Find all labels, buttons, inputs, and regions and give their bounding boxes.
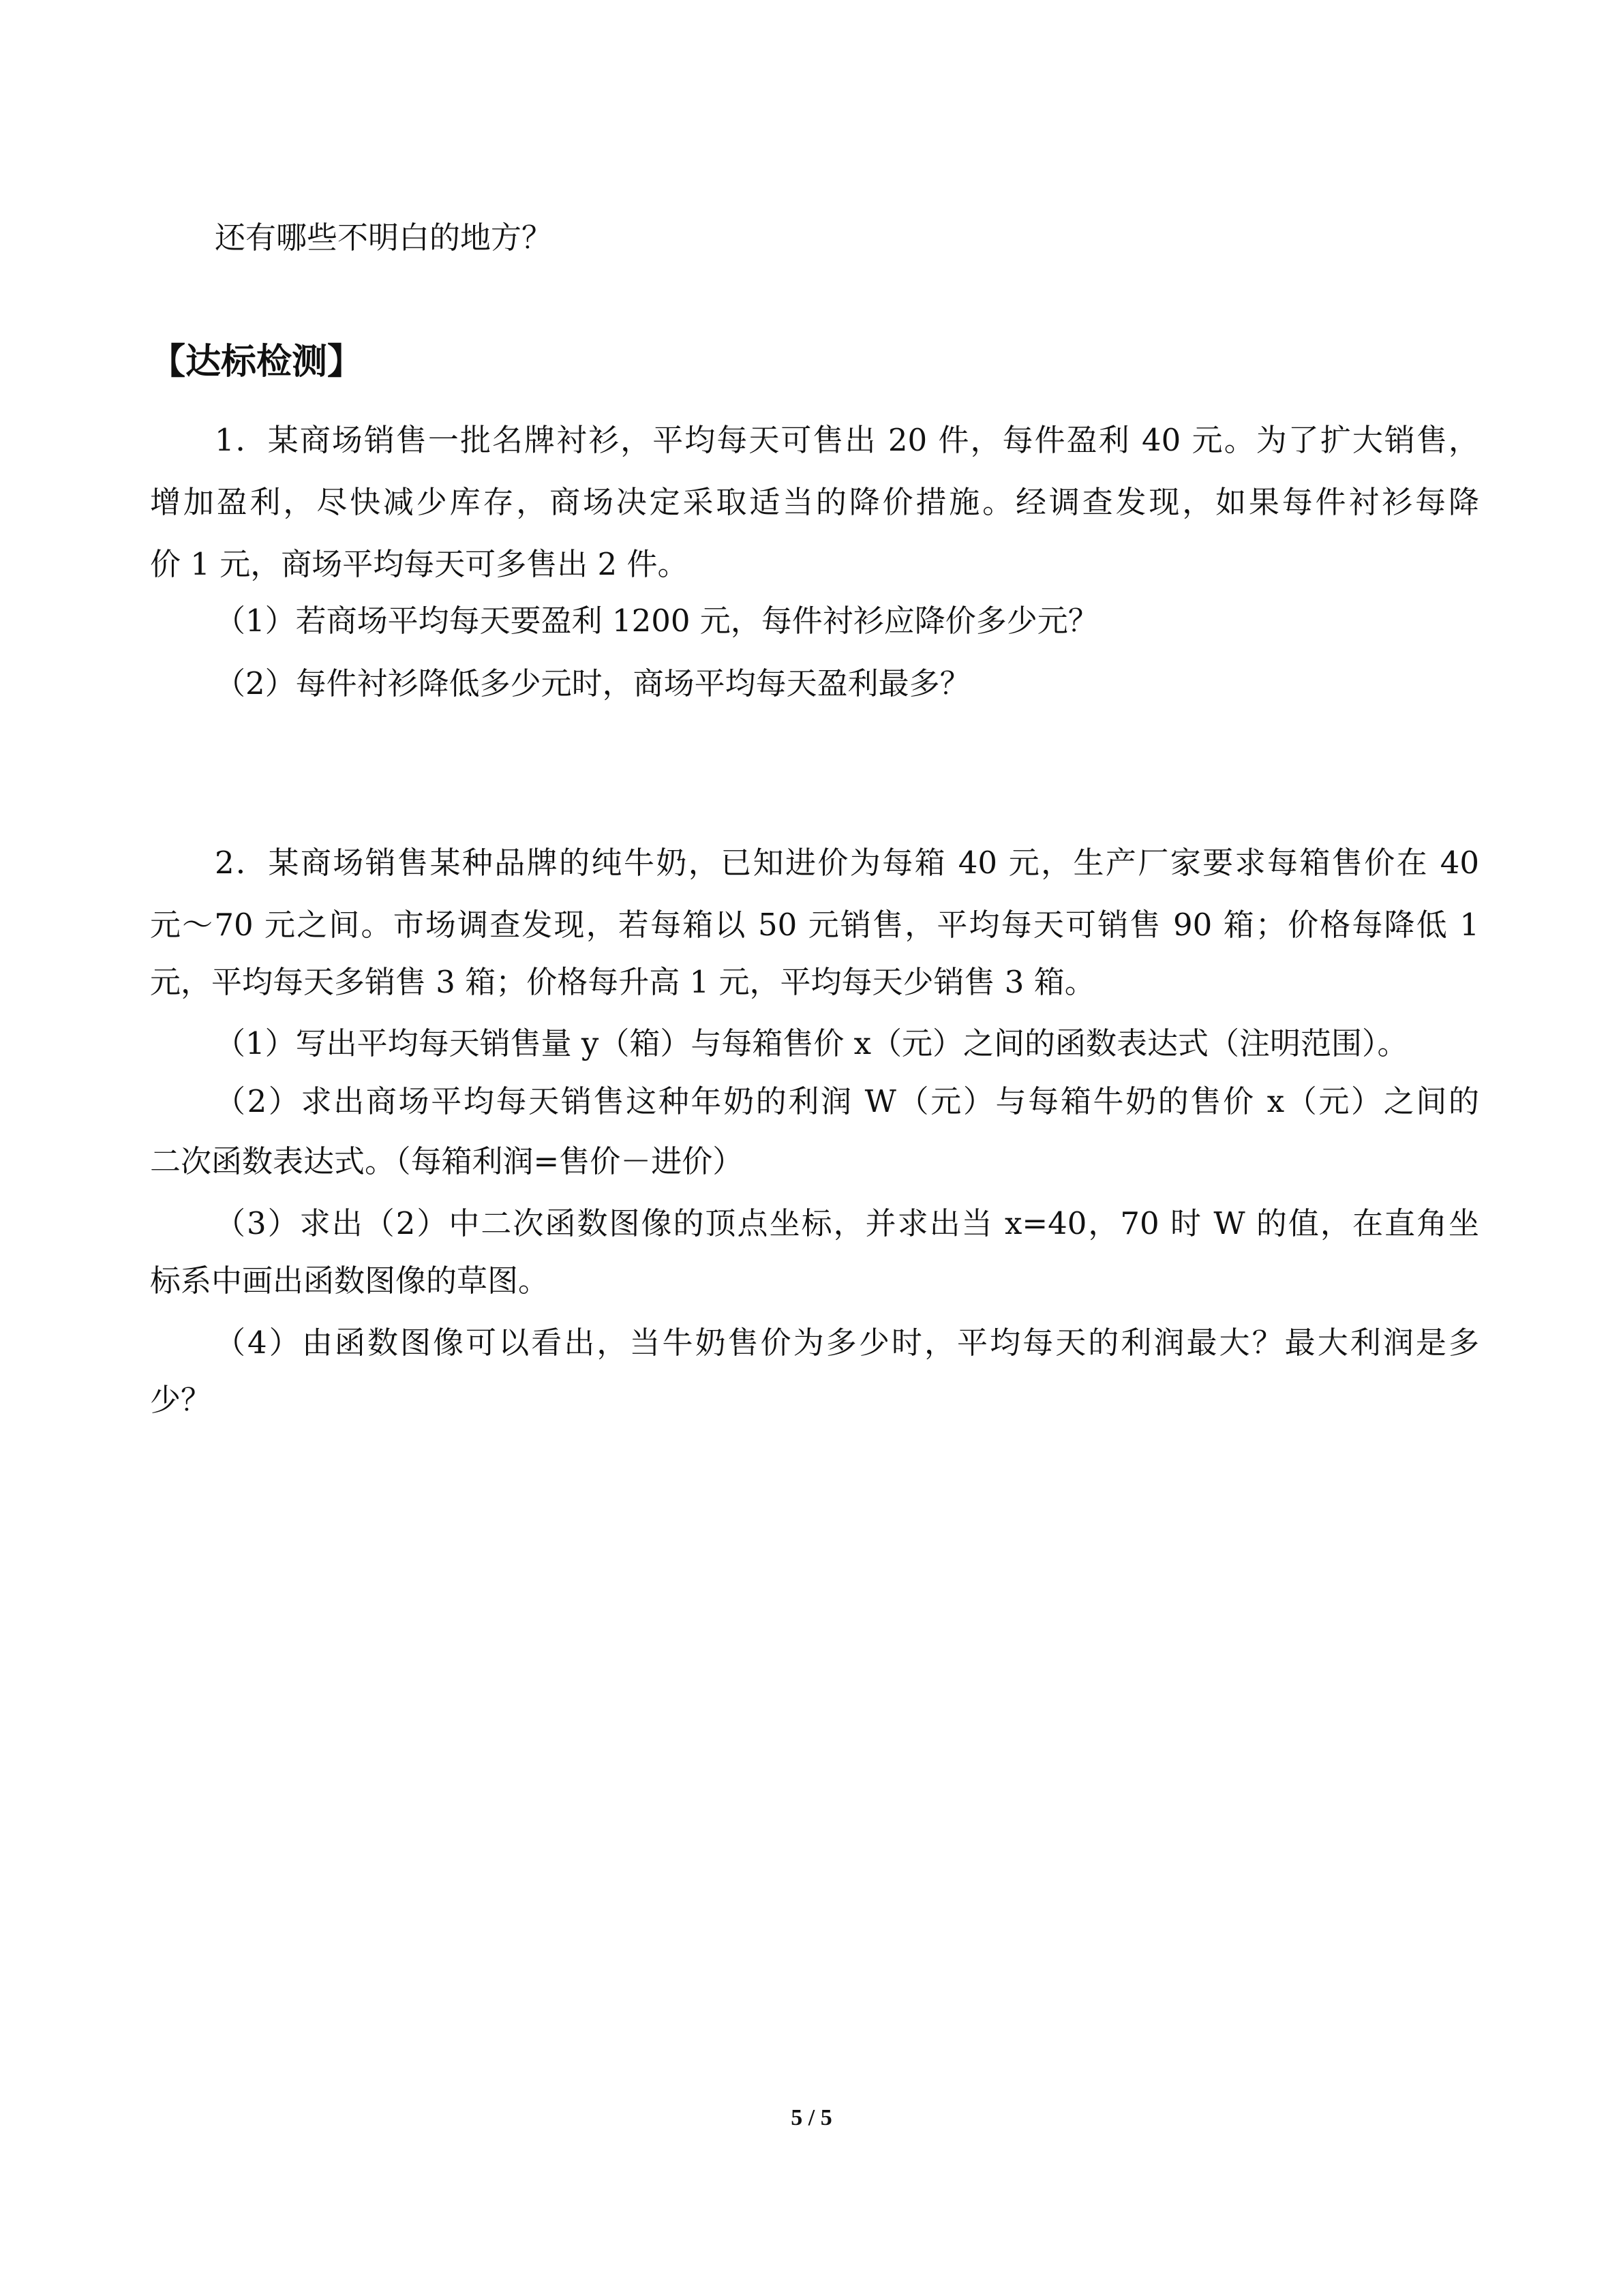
problem2-line2: 元～70 元之间。市场调查发现，若每箱以 50 元销售，平均每天可销售 90 箱；价格每降低 1 <box>150 907 1479 943</box>
section-heading: 【达标检测】 <box>150 342 363 382</box>
problem1-line2: 增加盈利，尽快减少库存，商场决定采取适当的降价措施。经调查发现，如果每件衬衫每降 <box>150 484 1479 520</box>
problem2-sub4-line1: （4）由函数图像可以看出，当牛奶售价为多少时，平均每天的利润最大？最大利润是多 <box>215 1325 1479 1361</box>
problem2-sub3-line1: （3）求出（2）中二次函数图像的顶点坐标，并求出当 x=40，70 时 W 的值，在直角坐 <box>215 1205 1479 1241</box>
problem1-sub1: （1）若商场平均每天要盈利 1200 元，每件衬衫应降价多少元？ <box>215 603 1099 639</box>
followup-question: 还有哪些不明白的地方？ <box>215 220 553 256</box>
problem2-sub1: （1）写出平均每天销售量 y（箱）与每箱售价 x（元）之间的函数表达式（注明范围）。 <box>215 1025 1408 1061</box>
page-number: 5 / 5 <box>791 2105 832 2130</box>
problem2-line1: 2．某商场销售某种品牌的纯牛奶，已知进价为每箱 40 元，生产厂家要求每箱售价在 40 <box>215 845 1479 881</box>
problem2-line3: 元，平均每天多销售 3 箱；价格每升高 1 元，平均每天少销售 3 箱。 <box>150 964 1095 1000</box>
problem2-sub2-line2: 二次函数表达式。（每箱利润=售价－进价） <box>150 1143 744 1179</box>
problem1-line3: 价 1 元，商场平均每天可多售出 2 件。 <box>150 546 688 582</box>
problem1-sub2: （2）每件衬衫降低多少元时，商场平均每天盈利最多？ <box>215 665 971 701</box>
problem1-line1: 1．某商场销售一批名牌衬衫，平均每天可售出 20 件，每件盈利 40 元。为了扩大销售， <box>215 422 1479 458</box>
problem2-sub2-line1: （2）求出商场平均每天销售这种年奶的利润 W（元）与每箱牛奶的售价 x（元）之间的 <box>215 1083 1479 1119</box>
problem2-sub4-line2: 少？ <box>150 1382 212 1418</box>
problem2-sub3-line2: 标系中画出函数图像的草图。 <box>150 1263 549 1299</box>
